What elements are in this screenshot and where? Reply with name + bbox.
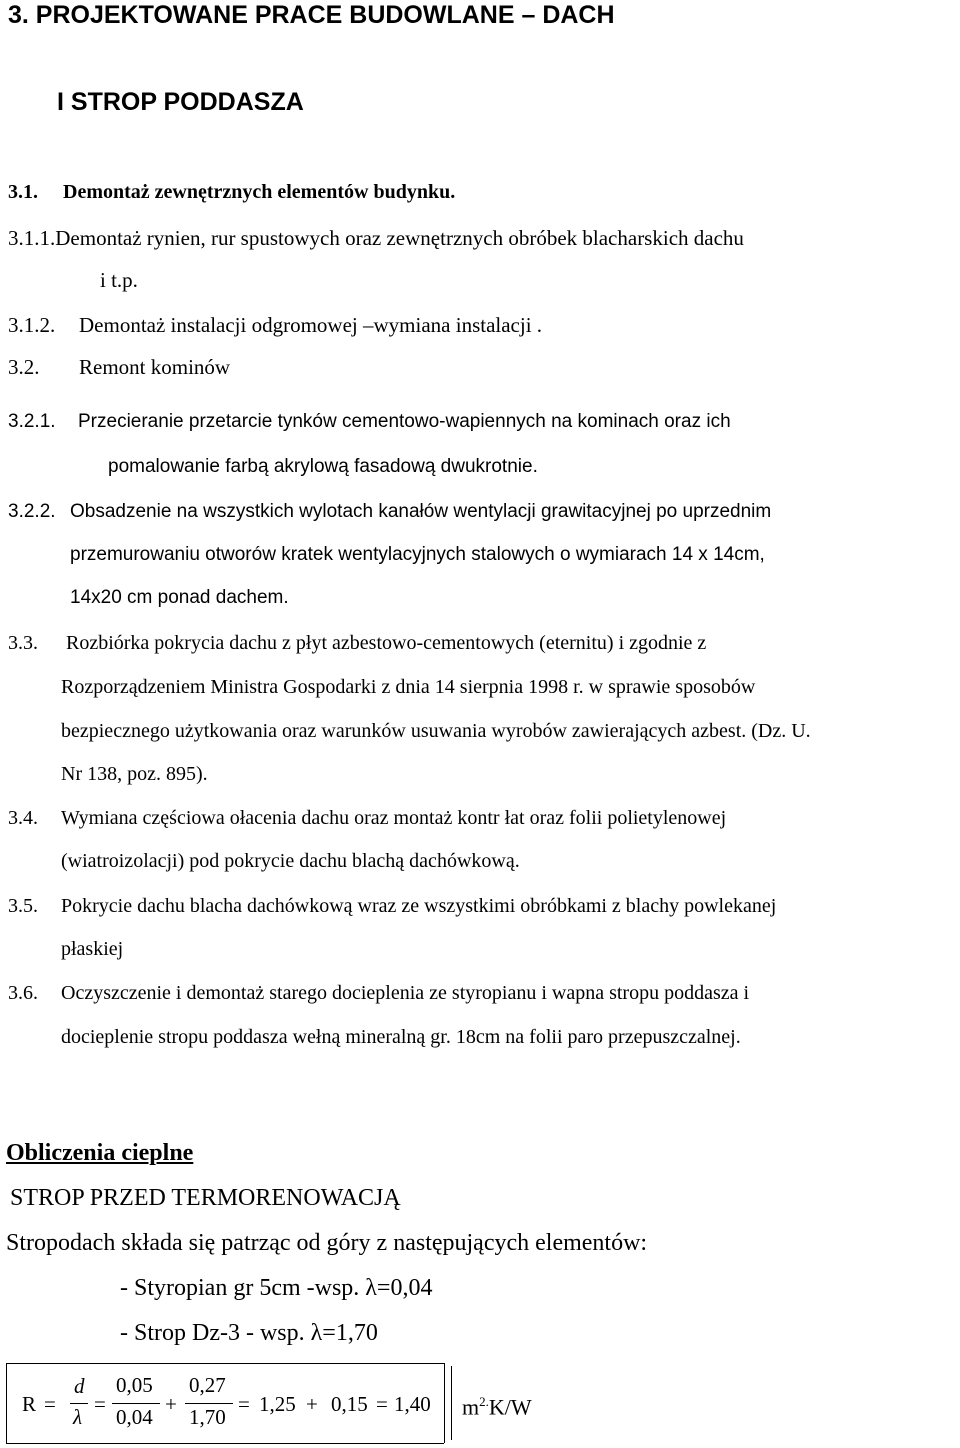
formula-eq3: = <box>238 1392 250 1416</box>
formula-eq2: = <box>94 1392 106 1416</box>
formula-lambda: λ <box>73 1405 83 1429</box>
formula-unit-rest: K/W <box>488 1394 532 1420</box>
page-heading: 3. PROJEKTOWANE PRACE BUDOWLANE – DACH <box>8 1 615 29</box>
section-3-3-line1: Rozbiórka pokrycia dachu z płyt azbestowo-cementowych (eternitu) i zgodnie z <box>66 632 707 654</box>
section-3-1-1-line1: 3.1.1.Demontaż rynien, rur spustowych oraz zewnętrznych obróbek blacharskich dachu <box>8 226 744 250</box>
calc-intro: Stropodach składa się patrząc od góry z następujących elementów: <box>6 1230 648 1256</box>
formula-eq4: = <box>376 1392 388 1416</box>
section-3-6-number: 3.6. <box>8 982 38 1004</box>
section-3-1-number: 3.1. <box>8 181 38 203</box>
formula-plus-1: + <box>165 1392 177 1416</box>
calc-item-styropian: - Styropian gr 5cm -wsp. λ=0,04 <box>120 1275 433 1301</box>
formula-sum: 1,25 <box>259 1392 296 1416</box>
section-3-3-line2: Rozporządzeniem Ministra Gospodarki z dnia 14 sierpnia 1998 r. w sprawie sposobów <box>61 676 756 698</box>
section-3-6-line2: docieplenie stropu poddasza wełną mineralną gr. 18cm na folii paro przepuszczalnej. <box>61 1026 741 1048</box>
formula-numerator-2: 0,27 <box>189 1373 226 1397</box>
formula-plus-2: + <box>306 1392 318 1416</box>
formula-unit <box>462 1394 532 1420</box>
section-3-1-title: Demontaż zewnętrznych elementów budynku. <box>63 181 456 203</box>
formula-fraction-bar-1 <box>112 1403 160 1404</box>
section-3-2-1-line2: pomalowanie farbą akrylową fasadową dwukrotnie. <box>108 456 538 477</box>
section-3-3-line4: Nr 138, poz. 895). <box>61 763 208 785</box>
calc-item-strop: - Strop Dz-3 - wsp. λ=1,70 <box>120 1320 378 1346</box>
section-3-6-line1: Oczyszczenie i demontaż starego docieplenia ze styropianu i wapna stropu poddasza i <box>61 982 750 1004</box>
section-3-1-2-text: Demontaż instalacji odgromowej –wymiana instalacji . <box>79 313 543 337</box>
section-3-2-1-line1: Przecieranie przetarcie tynków cementowo-wapiennych na kominach oraz ich <box>78 411 731 432</box>
formula-term-b: 0,15 <box>331 1392 368 1416</box>
calc-subtitle: STROP PRZED TERMORENOWACJĄ <box>10 1185 401 1211</box>
section-3-5-number: 3.5. <box>8 895 38 917</box>
formula-unit-superscript: 2. <box>479 1394 489 1409</box>
formula-lhs: R <box>22 1392 37 1416</box>
formula-numerator-1: 0,05 <box>116 1373 153 1397</box>
formula-denominator-1: 0,04 <box>116 1405 153 1429</box>
formula-eq1: = <box>44 1392 56 1416</box>
section-3-2-2-line3: 14x20 cm ponad dachem. <box>70 587 289 608</box>
formula-d: d <box>74 1374 85 1398</box>
formula-unit-m: m <box>462 1394 480 1420</box>
section-3-2-2-number: 3.2.2. <box>8 501 56 522</box>
section-3-1-2-number: 3.1.2. <box>8 313 56 337</box>
section-3-2-number: 3.2. <box>8 355 40 379</box>
page-subheading: I STROP PODDASZA <box>57 88 304 116</box>
section-3-1-1-line2: i t.p. <box>100 268 138 292</box>
section-3-4-line2: (wiatroizolacji) pod pokrycie dachu blachą dachówkową. <box>61 850 520 872</box>
section-3-4-number: 3.4. <box>8 807 38 829</box>
section-3-5-line1: Pokrycie dachu blacha dachówkową wraz ze wszystkimi obróbkami z blachy powlekanej <box>61 895 777 917</box>
formula-denominator-2: 1,70 <box>189 1405 226 1429</box>
section-3-2-1-number: 3.2.1. <box>8 411 56 432</box>
formula-fraction-bar-2 <box>185 1403 233 1404</box>
formula-fraction-bar-d-lambda <box>70 1403 88 1404</box>
section-3-5-line2: płaskiej <box>61 938 124 960</box>
section-3-4-line1: Wymiana częściowa ołacenia dachu oraz montaż kontr łat oraz folii polietylenowej <box>61 807 727 829</box>
section-3-2-text: Remont kominów <box>79 355 231 379</box>
section-3-3-number: 3.3. <box>8 632 38 654</box>
calc-title: Obliczenia cieplne <box>6 1140 194 1166</box>
section-3-2-2-line1: Obsadzenie na wszystkich wylotach kanałów wentylacji grawitacyjnej po uprzednim <box>70 501 772 522</box>
section-3-2-2-line2: przemurowaniu otworów kratek wentylacyjnych stalowych o wymiarach 14 x 14cm, <box>70 544 765 565</box>
section-3-3-line3: bezpiecznego użytkowania oraz warunków usuwania wyrobów zawierających azbest. (Dz. U. <box>61 720 811 742</box>
formula-result: 1,40 <box>394 1392 431 1416</box>
